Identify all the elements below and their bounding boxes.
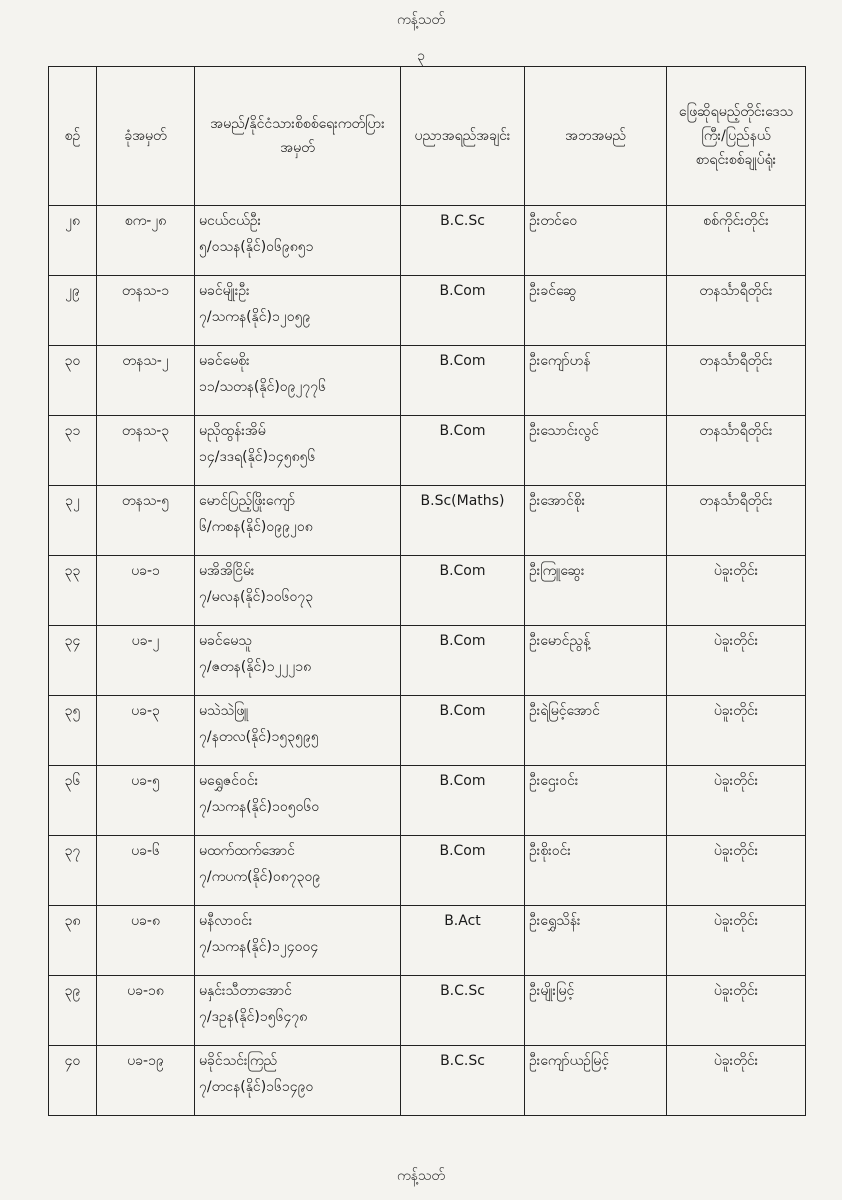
cell-name: မညိုထွန်းအိမ် — [199, 423, 266, 439]
table-row — [49, 1046, 806, 1116]
cell-name-nrc — [195, 556, 401, 626]
cell-name-nrc — [195, 276, 401, 346]
cell-nrc: ၆/ကစန(နိုင်)၀၉၉၂၀၈ — [199, 519, 313, 535]
cell-nrc: ၅/ဝသန(နိုင်)၀၆၉၈၅၁ — [199, 239, 314, 255]
table-row — [49, 766, 806, 836]
col-header-roll: ခုံအမှတ် — [97, 67, 195, 206]
cell-no: ၃၃ — [49, 556, 97, 626]
col-header-name-nrc: အမည်/နိုင်ငံသားစိစစ်ရေးကတ်ပြားအမှတ် — [195, 67, 401, 206]
cell-name-nrc — [195, 976, 401, 1046]
table-row — [49, 976, 806, 1046]
cell-degree: B.Com — [401, 276, 525, 346]
cell-name: မခင်မေသူ — [199, 633, 252, 649]
col-header-no: စဉ် — [49, 67, 97, 206]
table-row — [49, 206, 806, 276]
table-row — [49, 906, 806, 976]
cell-office: ပဲခူးတိုင်း — [667, 766, 806, 836]
table-row — [49, 486, 806, 556]
cell-name: မအိအိငြိမ်း — [199, 563, 255, 579]
candidate-table — [48, 66, 806, 1116]
cell-name-nrc — [195, 486, 401, 556]
table-header-row — [49, 67, 806, 206]
cell-nrc: ၇/မလန(နိုင်)၁၀၆၀၇၃ — [199, 589, 314, 605]
cell-name: မနှင်းသီတာအောင် — [199, 983, 292, 999]
cell-roll: တနသ-၁ — [97, 276, 195, 346]
cell-office: တနင်္သာရီတိုင်း — [667, 416, 806, 486]
cell-name-nrc — [195, 346, 401, 416]
cell-name-nrc — [195, 626, 401, 696]
cell-degree: B.Com — [401, 696, 525, 766]
cell-father: ဦးအောင်စိုး — [525, 486, 667, 556]
cell-roll: စက-၂၈ — [97, 206, 195, 276]
cell-father: ဦးရဲမြင့်အောင် — [525, 696, 667, 766]
page-number: ၃ — [417, 48, 425, 64]
cell-degree: B.C.Sc — [401, 206, 525, 276]
cell-degree: B.Com — [401, 836, 525, 906]
cell-name: မရွှေဇင်ဝင်း — [199, 773, 259, 789]
cell-father: ဦးတင်ဝေ — [525, 206, 667, 276]
cell-office: ပဲခူးတိုင်း — [667, 696, 806, 766]
cell-name: မနီလာဝင်း — [199, 913, 253, 929]
cell-father: ဦးရွှေသိန်း — [525, 906, 667, 976]
cell-name-nrc — [195, 766, 401, 836]
cell-office: ပဲခူးတိုင်း — [667, 556, 806, 626]
col-header-degree: ပညာအရည်အချင်း — [401, 67, 525, 206]
cell-office: စစ်ကိုင်းတိုင်း — [667, 206, 806, 276]
cell-nrc: ၁၁/သတန(နိုင်)၀၉၂၇၇၆ — [199, 379, 327, 395]
cell-degree: B.Com — [401, 346, 525, 416]
cell-degree: B.C.Sc — [401, 1046, 525, 1116]
cell-roll: ပခ-၆ — [97, 836, 195, 906]
cell-name: မခင်မေစိုး — [199, 353, 250, 369]
cell-no: ၃၂ — [49, 486, 97, 556]
cell-no: ၃၀ — [49, 346, 97, 416]
cell-roll: တနသ-၃ — [97, 416, 195, 486]
cell-no: ၄၀ — [49, 1046, 97, 1116]
cell-father: ဦးဌေးဝင်း — [525, 766, 667, 836]
cell-name-nrc — [195, 696, 401, 766]
table-row — [49, 276, 806, 346]
cell-roll: ပခ-၃ — [97, 696, 195, 766]
cell-degree: B.Com — [401, 766, 525, 836]
cell-degree: B.Sc(Maths) — [401, 486, 525, 556]
cell-father: ဦးကျော်ဟန် — [525, 346, 667, 416]
cell-office: တနင်္သာရီတိုင်း — [667, 346, 806, 416]
cell-no: ၃၈ — [49, 906, 97, 976]
cell-office: တနင်္သာရီတိုင်း — [667, 276, 806, 346]
cell-father: ဦးကျော်ယဉ်မြင့် — [525, 1046, 667, 1116]
cell-father: ဦးခင်ဆွေ — [525, 276, 667, 346]
cell-office: ပဲခူးတိုင်း — [667, 1046, 806, 1116]
cell-office: ပဲခူးတိုင်း — [667, 906, 806, 976]
col-header-father: အဘအမည် — [525, 67, 667, 206]
cell-nrc: ၇/သကန(နိုင်)၁၀၅၀၆၀ — [199, 799, 320, 815]
cell-father: ဦးမောင်ညွန့် — [525, 626, 667, 696]
cell-office: ပဲခူးတိုင်း — [667, 836, 806, 906]
cell-roll: တနသ-၅ — [97, 486, 195, 556]
cell-nrc: ၇/တငန(နိုင်)၁၆၁၄၉၀ — [199, 1079, 314, 1095]
cell-father: ဦးကြူဆွေး — [525, 556, 667, 626]
cell-nrc: ၇/ဒဥန(နိုင်)၁၅၆၄၇၈ — [199, 1009, 308, 1025]
cell-office: တနင်္သာရီတိုင်း — [667, 486, 806, 556]
cell-name: မခင်မျိုးဦး — [199, 283, 250, 299]
cell-nrc: ၇/သကန(နိုင်)၁၂၄၀၀၄ — [199, 939, 319, 955]
cell-roll: ပခ-၁၈ — [97, 976, 195, 1046]
cell-father: ဦးသောင်းလွင် — [525, 416, 667, 486]
cell-no: ၃၆ — [49, 766, 97, 836]
cell-nrc: ၇/ကပက(နိုင်)၀၈၇၃၀၉ — [199, 869, 321, 885]
table-row — [49, 626, 806, 696]
cell-roll: ပခ-၁၉ — [97, 1046, 195, 1116]
cell-degree: B.Com — [401, 556, 525, 626]
cell-name-nrc — [195, 206, 401, 276]
cell-degree: B.Com — [401, 416, 525, 486]
cell-degree: B.Com — [401, 626, 525, 696]
cell-father: ဦးမျိုးမြင့် — [525, 976, 667, 1046]
page-footer: ကန့်သတ် — [396, 1168, 446, 1184]
cell-no: ၃၇ — [49, 836, 97, 906]
cell-name: မငယ်ငယ်ဦး — [199, 213, 262, 229]
cell-no: ၃၁ — [49, 416, 97, 486]
cell-roll: ပခ-၂ — [97, 626, 195, 696]
cell-no: ၃၉ — [49, 976, 97, 1046]
cell-name-nrc — [195, 1046, 401, 1116]
table-row — [49, 696, 806, 766]
cell-roll: တနသ-၂ — [97, 346, 195, 416]
cell-no: ၂၈ — [49, 206, 97, 276]
cell-name: မခိုင်သင်းကြည် — [199, 1053, 278, 1069]
cell-no: ၃၄ — [49, 626, 97, 696]
cell-office: ပဲခူးတိုင်း — [667, 976, 806, 1046]
cell-nrc: ၇/သကန(နိုင်)၁၂၀၅၉ — [199, 309, 311, 325]
cell-father: ဦးစိုးဝင်း — [525, 836, 667, 906]
cell-name: မောင်ပြည့်ဖြိုးကျော် — [199, 493, 296, 509]
cell-degree: B.Act — [401, 906, 525, 976]
cell-name-nrc — [195, 906, 401, 976]
table-row — [49, 556, 806, 626]
table-row — [49, 416, 806, 486]
col-header-office: ဖြေဆိုရမည့်တိုင်းဒေသကြီး/ပြည်နယ်စာရင်းစစ်ချုပ်ရုံး — [667, 67, 806, 206]
cell-nrc: ၇/နတလ(နိုင်)၁၅၃၅၉၅ — [199, 729, 319, 745]
cell-degree: B.C.Sc — [401, 976, 525, 1046]
cell-no: ၃၅ — [49, 696, 97, 766]
cell-roll: ပခ-၁ — [97, 556, 195, 626]
cell-office: ပဲခူးတိုင်း — [667, 626, 806, 696]
cell-name-nrc — [195, 416, 401, 486]
cell-name: မထက်ထက်အောင် — [199, 843, 295, 859]
table-row — [49, 346, 806, 416]
cell-name: မသဲသဲဖြူ — [199, 703, 249, 719]
page-header: ကန့်သတ် — [396, 12, 446, 28]
cell-nrc: ၇/ဇတန(နိုင်)၁၂၂၂၁၈ — [199, 659, 312, 675]
cell-name-nrc — [195, 836, 401, 906]
cell-roll: ပခ-၅ — [97, 766, 195, 836]
cell-no: ၂၉ — [49, 276, 97, 346]
cell-roll: ပခ-၈ — [97, 906, 195, 976]
table-row — [49, 836, 806, 906]
cell-nrc: ၁၄/ဒဒရ(နိုင်)၁၄၅၈၅၆ — [199, 449, 316, 465]
